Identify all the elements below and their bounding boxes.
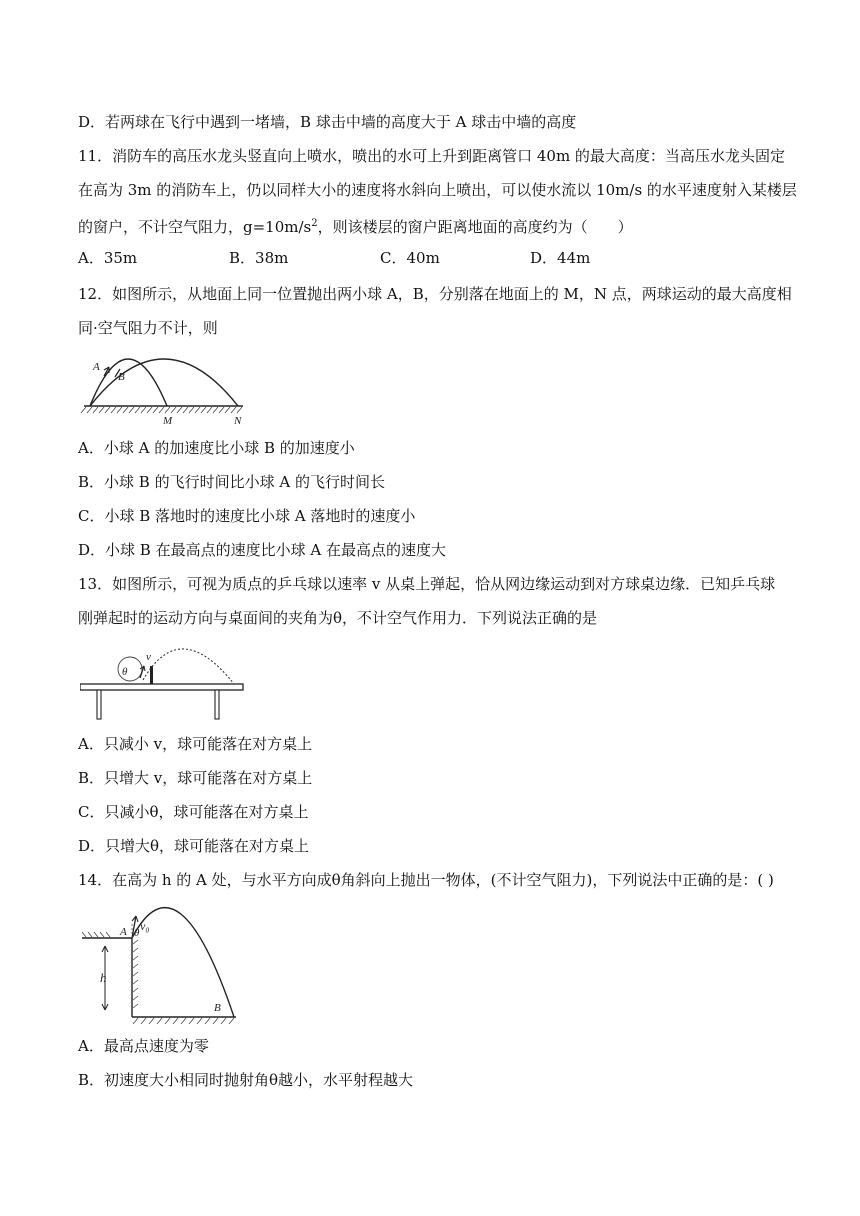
fig-label-b: B (214, 1002, 221, 1014)
q13-stem-line-2: 刚弹起时的运动方向与桌面间的夹角为θ，不计空气作用力．下列说法正确的是 (78, 609, 598, 627)
q12-option-d: D．小球 B 在最高点的速度比小球 A 在最高点的速度大 (78, 541, 446, 559)
q14-option-a: A．最高点速度为零 (78, 1037, 209, 1055)
q13-option-c: C．只减小θ，球可能落在对方桌上 (78, 803, 309, 821)
q11-stem-line-1: 11．消防车的高压水龙头竖直向上喷水，喷出的水可上升到距离管口 40m 的最大高度：当高压水龙头固定 (78, 147, 785, 165)
q10-option-d: D．若两球在飞行中遇到一堵墙，B 球击中墙的高度大于 A 球击中墙的高度 (78, 113, 577, 131)
fig-label-m: M (163, 415, 173, 427)
q11-stem-line-2: 在高为 3m 的消防车上，仍以同样大小的速度将水斜向上喷出，可以使水流以 10m/s 的水平速度射入某楼层 (78, 181, 797, 199)
fig-label-v0: v₀ (140, 919, 150, 933)
q11-option-a: A．35m (78, 249, 138, 267)
fig-label-v: v (146, 651, 151, 663)
q13-option-d: D．只增大θ，球可能落在对方桌上 (78, 837, 310, 855)
q11-superscript: 2 (311, 218, 318, 229)
q11-option-b: B．38m (229, 249, 289, 267)
fig-label-b: B (118, 371, 125, 383)
table-leg-left (97, 690, 101, 719)
q13-stem-line-1: 13．如图所示，可视为质点的乒乓球以速率 v 从桌上弹起，恰从网边缘运动到对方球桌边缘．已知乒乓球 (78, 575, 776, 593)
q12-option-b: B．小球 B 的飞行时间比小球 A 的飞行时间长 (78, 473, 385, 491)
q12-stem-line-1: 12．如图所示，从地面上同一位置抛出两小球 A，B，分别落在地面上的 M，N 点，两球运动的最大高度相 (78, 285, 792, 303)
q11-stem-line-3 (78, 214, 633, 237)
q13-option-a: A．只减小 v，球可能落在对方桌上 (78, 735, 313, 753)
fig-label-h: h (100, 970, 107, 985)
q12-stem-line-2: 同·空气阻力不计，则 (78, 319, 218, 337)
fig-label-n: N (234, 415, 242, 427)
ball-path (143, 649, 234, 684)
table-top (80, 684, 243, 690)
q13-table-tennis-figure (80, 644, 245, 722)
q14-projectile-figure (80, 900, 240, 1026)
fig-label-a: A (120, 926, 127, 938)
q11-option-d: D．44m (530, 249, 591, 267)
table-leg-right (215, 690, 219, 719)
q14-stem-line-1: 14．在高为 h 的 A 处，与水平方向成θ角斜向上抛出一物体，(不计空气阻力)，下列说法中正确的是：( ) (78, 871, 774, 889)
q13-option-b: B．只增大 v，球可能落在对方桌上 (78, 769, 313, 787)
q11-stem-line-3-tail: ，则该楼层的窗户距离地面的高度约为（ ） (317, 218, 633, 236)
q12-option-a: A．小球 A 的加速度比小球 B 的加速度小 (78, 439, 355, 457)
fig-label-theta: θ (122, 666, 128, 678)
fig-label-theta: θ (134, 927, 140, 939)
fig-label-a: A (93, 361, 100, 373)
q14-option-b: B．初速度大小相同时抛射角θ越小，水平射程越大 (78, 1071, 414, 1089)
trajectory-a (90, 359, 167, 406)
q12-option-c: C．小球 B 落地时的速度比小球 A 落地时的速度小 (78, 507, 416, 525)
q11-stem-line-3-text: 的窗户，不计空气阻力，g=10m/s (78, 218, 312, 236)
q11-option-c: C．40m (380, 249, 440, 267)
q12-trajectory-figure (80, 342, 250, 430)
